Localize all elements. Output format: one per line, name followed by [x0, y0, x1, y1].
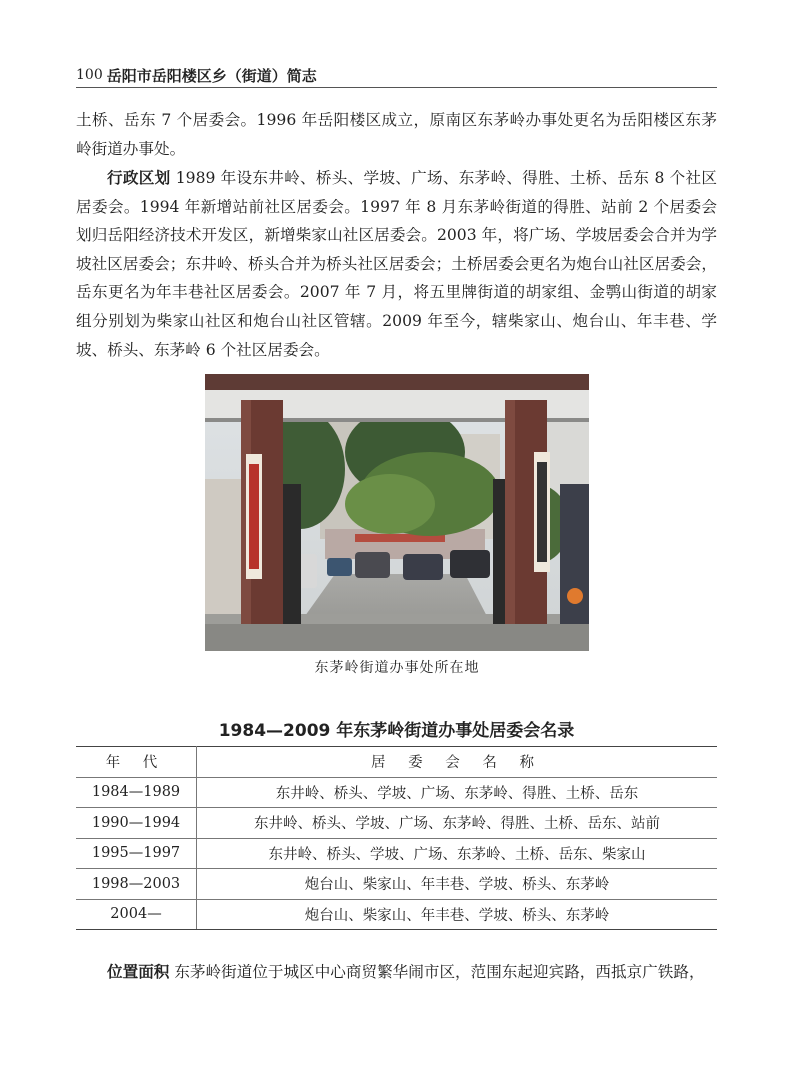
page-header	[76, 63, 717, 88]
table-row	[76, 808, 717, 839]
table-row	[76, 899, 717, 930]
row-committees: 东井岭、桥头、学坡、广场、东茅岭、得胜、土桥、岳东、站前	[197, 808, 718, 839]
col-header-names: 居 委 会 名 称	[197, 747, 718, 778]
paragraph-admin-division	[76, 164, 717, 364]
photo-caption: 东茅岭街道办事处所在地	[314, 660, 480, 676]
table-row	[76, 869, 717, 900]
office-gate-illustration	[205, 374, 589, 651]
book-title: 岳阳市岳阳楼区乡（街道）简志	[106, 66, 317, 85]
row-period: 1995—1997	[76, 838, 197, 869]
admin-text: 1989 年设东井岭、桥头、学坡、广场、东茅岭、得胜、土桥、岳东 8 个社区居委会。1994 年新增站前社区居委会。1997 年 8 月东茅岭街道的得胜、站前 2 个居委会划归岳阳经济技术开发区，新增柴家山社区居委会。2003 年，将广场、学坡居委会合并为学坡社区居委会；东井岭、桥头合并为桥头社区居委会；土桥居委会更名为炮台山社区居委会，岳东更名为年丰巷社区居委会。2007 年 7 月，将五里牌街道的胡家组、金鹗山街道的胡家组分别划为柴家山社区和炮台山社区管辖。2009 年至今，辖柴家山、炮台山、年丰巷、学坡、桥头、东茅岭 6 个社区居委会。	[76, 169, 717, 359]
row-period: 1998—2003	[76, 869, 197, 900]
paragraph-continuation: 土桥、岳东 7 个居委会。1996 年岳阳楼区成立，原南区东茅岭办事处更名为岳阳楼区东茅岭街道办事处。	[76, 111, 717, 158]
row-period: 1990—1994	[76, 808, 197, 839]
row-period: 1984—1989	[76, 777, 197, 808]
paragraph-location	[76, 958, 717, 987]
row-committees: 东井岭、桥头、学坡、广场、东茅岭、土桥、岳东、柴家山	[197, 838, 718, 869]
col-header-period: 年 代	[76, 747, 197, 778]
row-period: 2004—	[76, 899, 197, 930]
row-committees: 东井岭、桥头、学坡、广场、东茅岭、得胜、土桥、岳东	[197, 777, 718, 808]
section-lead-location: 位置面积	[107, 963, 170, 981]
section-lead-admin: 行政区划	[107, 169, 171, 187]
table-row	[76, 838, 717, 869]
row-committees: 炮台山、柴家山、年丰巷、学坡、桥头、东茅岭	[197, 869, 718, 900]
table-row	[76, 777, 717, 808]
page-number: 100	[76, 67, 103, 83]
office-photo	[205, 374, 589, 651]
table-title: 1984—2009 年东茅岭街道办事处居委会名录	[218, 721, 575, 741]
table-header-row	[76, 747, 717, 778]
location-text: 东茅岭街道位于城区中心商贸繁华闹市区，范围东起迎宾路，西抵京广铁路，	[174, 963, 705, 981]
row-committees: 炮台山、柴家山、年丰巷、学坡、桥头、东茅岭	[197, 899, 718, 930]
committee-table	[76, 746, 717, 930]
